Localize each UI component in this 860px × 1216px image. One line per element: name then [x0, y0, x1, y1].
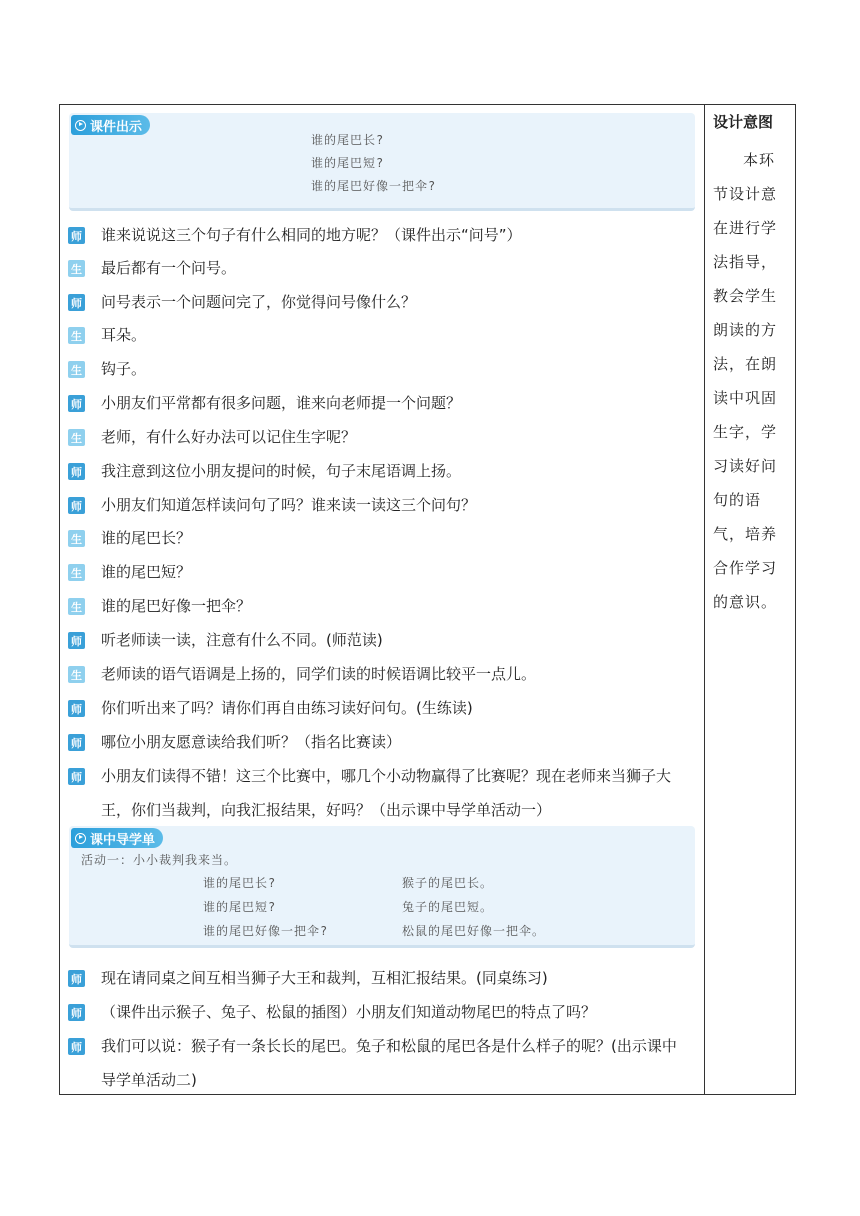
design-intent-text: 本环节设计意在进行学法指导，教会学生朗读的方法，在朗读中巩固生字，学习读好问句的语气，培养合作学习的意识。	[713, 151, 778, 611]
slide-tag	[71, 828, 163, 848]
dialogue-line	[68, 697, 698, 725]
dialogue-text: 问号表示一个问题问完了，你觉得问号像什么？	[101, 293, 417, 311]
dialogue-text: 哪位小朋友愿意读给我们听？（指名比赛读）	[101, 733, 402, 751]
answer: 兔子的尾巴短。	[402, 900, 494, 914]
teacher-badge: 师	[68, 700, 85, 717]
teacher-badge: 师	[68, 1004, 85, 1021]
student-badge: 生	[68, 327, 85, 344]
dialogue-line	[68, 426, 698, 454]
dialogue-text: 最后都有一个问号。	[101, 259, 237, 277]
dialogue-line	[68, 731, 698, 759]
question: 谁的尾巴长?	[203, 876, 277, 890]
dialogue-text: 耳朵。	[101, 326, 147, 344]
slide-courseware	[69, 113, 695, 211]
teacher-badge: 师	[68, 395, 85, 412]
teacher-badge: 师	[68, 632, 85, 649]
student-badge: 生	[68, 260, 85, 277]
dialogue-text: 小朋友们知道怎样读问句了吗？谁来读一读这三个问句？	[101, 496, 477, 514]
student-badge: 生	[68, 564, 85, 581]
dialogue-line	[68, 358, 698, 386]
design-intent-title: 设计意图	[713, 113, 774, 131]
dialogue-text: 小朋友们平常都有很多问题，谁来向老师提一个问题？	[101, 394, 462, 412]
teacher-badge: 师	[68, 768, 85, 785]
dialogue-line	[68, 629, 698, 657]
student-badge: 生	[68, 361, 85, 378]
dialogue-line	[68, 967, 698, 995]
slide-tag-label: 课中导学单	[90, 832, 156, 848]
dialogue-text: 现在请同桌之间互相当狮子大王和裁判，互相汇报结果。(同桌练习)	[101, 969, 548, 987]
play-icon	[75, 120, 86, 131]
answer: 松鼠的尾巴好像一把伞。	[402, 924, 546, 938]
dialogue-text: 谁来说说这三个句子有什么相同的地方呢？（课件出示“问号”）	[101, 226, 522, 244]
dialogue-line	[68, 324, 698, 352]
dialogue-line	[68, 494, 698, 522]
dialogue-line	[68, 663, 698, 691]
teacher-badge: 师	[68, 497, 85, 514]
dialogue-line	[68, 257, 698, 285]
answer: 猴子的尾巴长。	[402, 876, 494, 890]
dialogue-line	[68, 460, 698, 488]
dialogue-text: 我们可以说：猴子有一条长长的尾巴。兔子和松鼠的尾巴各是什么样子的呢？(出示课中导学单活动二)	[101, 1037, 677, 1089]
dialogue-text: 小朋友们读得不错！这三个比赛中，哪几个小动物赢得了比赛呢？现在老师来当狮子大王，你们当裁判，向我汇报结果，好吗？（出示课中导学单活动一）	[101, 767, 672, 819]
teacher-badge: 师	[68, 734, 85, 751]
dialogue-line	[68, 291, 698, 319]
question: 谁的尾巴短?	[203, 900, 277, 914]
play-icon	[75, 833, 86, 844]
student-badge: 生	[68, 530, 85, 547]
dialogue-text: 钩子。	[101, 360, 147, 378]
slide-tag-label: 课件出示	[90, 119, 143, 135]
student-badge: 生	[68, 429, 85, 446]
dialogue-text: 老师，有什么好办法可以记住生字呢？	[101, 428, 357, 446]
slide-line: 谁的尾巴短?	[311, 156, 385, 170]
dialogue-text: 我注意到这位小朋友提问的时候，句子末尾语调上扬。	[101, 462, 462, 480]
teacher-badge: 师	[68, 1038, 85, 1055]
slide-line: 谁的尾巴长?	[311, 133, 385, 147]
dialogue-line	[68, 1035, 698, 1097]
dialogue-text: （课件出示猴子、兔子、松鼠的插图）小朋友们知道动物尾巴的特点了吗？	[101, 1003, 597, 1021]
design-intent-column	[705, 105, 795, 1094]
dialogue-line	[68, 527, 698, 555]
student-badge: 生	[68, 666, 85, 683]
teacher-badge: 师	[68, 294, 85, 311]
student-badge: 生	[68, 598, 85, 615]
slide-line: 谁的尾巴好像一把伞?	[311, 179, 437, 193]
main-column	[60, 105, 704, 1094]
activity-heading: 活动一：小小裁判我来当。	[81, 853, 238, 867]
dialogue-line	[68, 1001, 698, 1029]
dialogue-text: 谁的尾巴短？	[101, 563, 192, 581]
dialogue-line	[68, 224, 698, 252]
dialogue-line	[68, 765, 698, 827]
dialogue-line	[68, 595, 698, 623]
teacher-badge: 师	[68, 227, 85, 244]
teacher-badge: 师	[68, 970, 85, 987]
dialogue-text: 老师读的语气语调是上扬的，同学们读的时候语调比较平一点儿。	[101, 665, 537, 683]
dialogue-line	[68, 392, 698, 420]
dialogue-text: 你们听出来了吗？请你们再自由练习读好问句。(生练读)	[101, 699, 473, 717]
dialogue-text: 谁的尾巴长？	[101, 529, 192, 547]
slide-tag	[71, 115, 150, 135]
dialogue-line	[68, 561, 698, 589]
dialogue-text: 谁的尾巴好像一把伞？	[101, 597, 252, 615]
teacher-badge: 师	[68, 463, 85, 480]
slide-guide-sheet	[69, 826, 695, 948]
question: 谁的尾巴好像一把伞?	[203, 924, 329, 938]
dialogue-text: 听老师读一读，注意有什么不同。(师范读)	[101, 631, 383, 649]
